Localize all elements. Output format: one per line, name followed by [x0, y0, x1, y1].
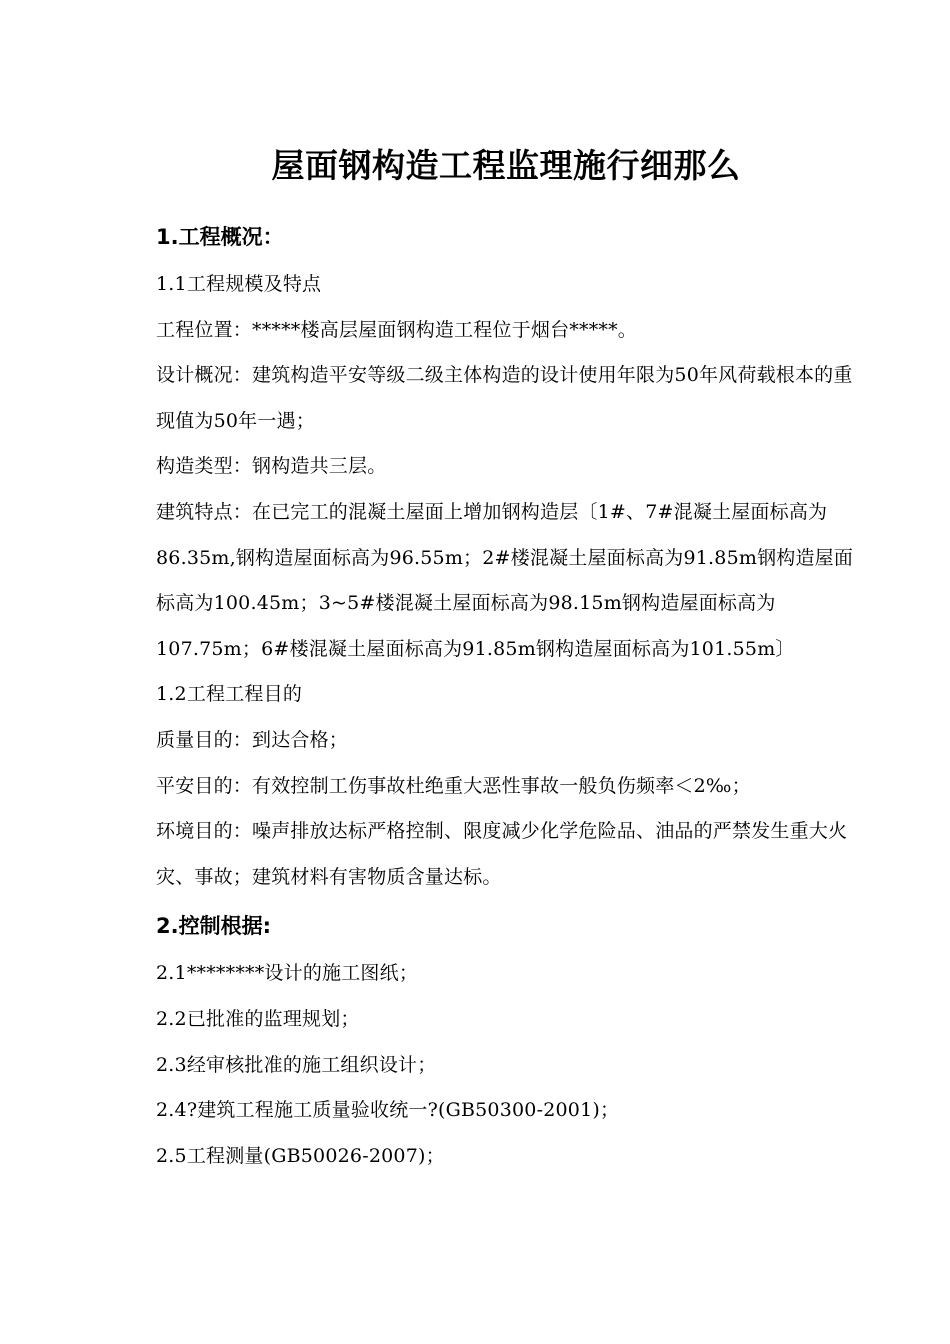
paragraph: 2.5工程测量(GB50026-2007)； [156, 1144, 445, 1167]
section-heading-basis: 2.控制根据: [156, 914, 271, 939]
section-heading-overview: 1.工程概况： [156, 225, 284, 249]
paragraph: 构造类型：钢构造共三层。 [156, 455, 387, 478]
paragraph: 建筑特点：在已完工的混凝土屋面上增加钢构造层〔1#、7#混凝土屋面标高为86.35m,钢构造屋面标高为96.55m；2#楼混凝土屋面标高为91.85m钢构造屋面标高为100.45m；3~5#楼混凝土屋面标高为98.15m钢构造屋面标高为107.75m；6#楼混凝土屋面标高为91.85m钢构造屋面标高为101.55m〕 [156, 500, 854, 660]
paragraph: 设计概况：建筑构造平安等级二级主体构造的设计使用年限为50年风荷载根本的重现值为50年一遇； [156, 364, 853, 432]
paragraph: 2.1********设计的施工图纸； [156, 962, 419, 985]
paragraph: 平安目的：有效控制工伤事故杜绝重大恶性事故一般负伤频率＜2‰； [156, 774, 751, 797]
document-body [156, 215, 856, 1179]
paragraph: 1.1工程规模及特点 [156, 273, 322, 295]
paragraph: 工程位置：*****楼高层屋面钢构造工程位于烟台*****。 [156, 318, 638, 341]
document-title: 屋面钢构造工程监理施行细那么 [271, 146, 741, 185]
paragraph: 2.4?建筑工程施工质量验收统一?(GB50300-2001)； [156, 1099, 620, 1122]
paragraph: 环境目的：噪声排放达标严格控制、限度减少化学危险品、油品的严禁发生重大火灾、事故；建筑材料有害物质含量达标。 [156, 820, 848, 888]
paragraph: 2.3经审核批准的施工组织设计； [156, 1053, 437, 1076]
paragraph: 质量目的：到达合格； [156, 728, 349, 751]
paragraph: 1.2工程工程目的 [156, 683, 303, 706]
paragraph: 2.2已批准的监理规划； [156, 1007, 360, 1030]
